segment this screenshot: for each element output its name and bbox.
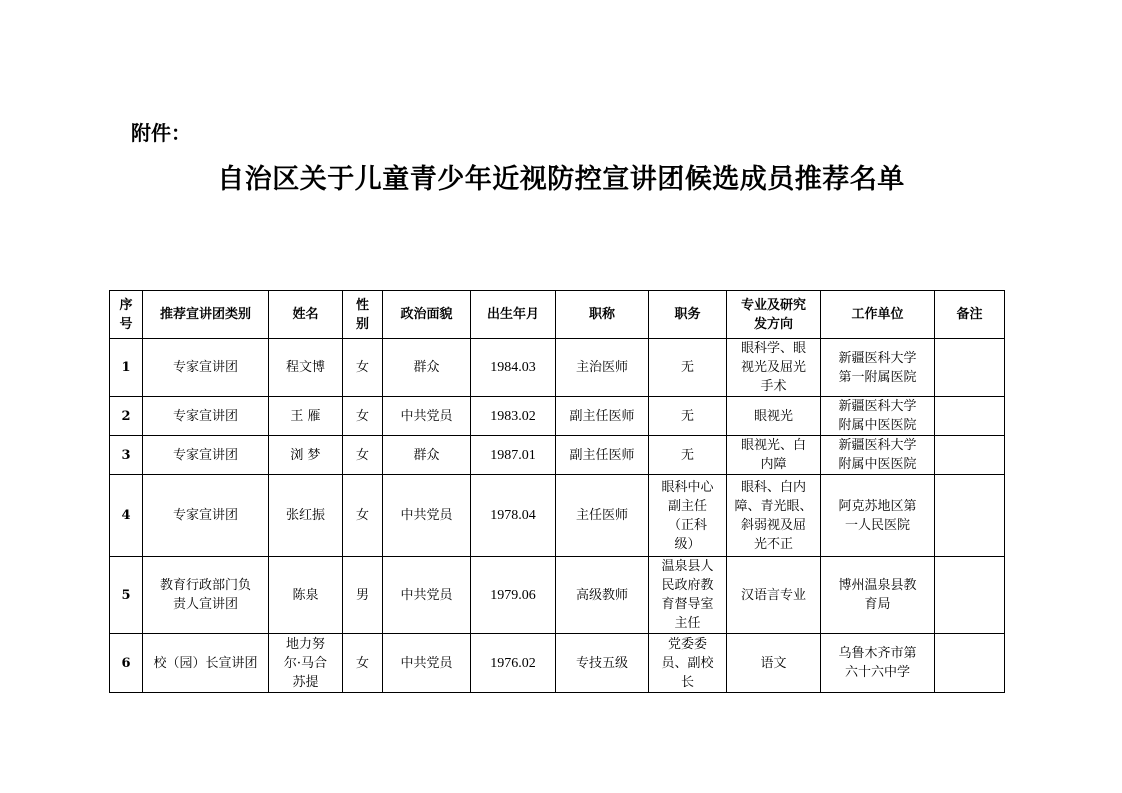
cell-text: 眼科、白内 [740,479,806,495]
cell-text: 苏提 [292,674,319,690]
cell-text: 眼科中心 [661,479,714,495]
cell-workplace [821,339,935,397]
header-text: 别 [355,316,369,332]
cell-text: 无 [680,408,694,424]
header-text: 号 [119,316,133,332]
header-text: 工作单位 [851,307,904,322]
cell-specialty [727,436,821,475]
header-text: 推荐宣讲团类别 [159,307,251,322]
cell-position [649,557,727,634]
header-text: 发方向 [753,316,793,332]
cell-text: 育督导室 [661,597,714,612]
header-name [269,291,343,339]
header-political [383,291,471,339]
cell-remarks [935,436,1005,475]
cell-position [649,397,727,436]
cell-text: 员、副校 [661,655,714,671]
cell-text: 新疆医科大学 [838,438,917,453]
cell-text: 尔·马合 [283,655,328,671]
cell-text: 乌鲁木齐市第 [838,646,917,661]
cell-no: 6 [110,634,143,693]
cell-no: 4 [110,475,143,557]
cell-political: 中共党员 [383,397,471,436]
cell-text: 眼视光、白 [740,438,806,453]
cell-text: 温泉县人 [661,559,714,574]
cell-category [143,339,269,397]
header-text: 姓名 [292,307,319,322]
header-text: 出生年月 [486,307,539,322]
header-gender [343,291,383,339]
cell-text: 专家宣讲团 [172,508,238,523]
cell-title: 主任医师 [556,475,649,557]
cell-text: 汉语言专业 [740,587,806,603]
cell-category [143,475,269,557]
cell-title: 主治医师 [556,339,649,397]
header-text: 职称 [588,307,615,322]
cell-title: 副主任医师 [556,436,649,475]
cell-name [269,557,343,634]
cell-workplace [821,436,935,475]
cell-text: 张红振 [285,508,325,523]
cell-birth: 1979.06 [471,557,556,634]
cell-specialty [727,397,821,436]
table-row [110,339,1005,397]
cell-text: 内障 [760,457,787,472]
cell-text: 新疆医科大学 [838,350,917,366]
cell-text: 视光及屈光 [740,360,806,375]
cell-workplace [821,397,935,436]
cell-position [649,475,727,557]
cell-text: 责人宣讲团 [172,597,238,612]
cell-birth: 1987.01 [471,436,556,475]
cell-name [269,436,343,475]
cell-workplace [821,634,935,693]
table-row [110,634,1005,693]
cell-text: 党委委 [667,636,707,652]
cell-remarks [935,557,1005,634]
cell-text: 专家宣讲团 [172,447,238,463]
cell-specialty [727,634,821,693]
header-title [556,291,649,339]
cell-text: 一人民医院 [844,517,910,533]
cell-text: 新疆医科大学 [838,399,917,414]
cell-text: 教育行政部门负 [159,578,251,593]
cell-text: 障、青光眼、 [734,498,813,514]
cell-remarks [935,475,1005,557]
cell-remarks [935,634,1005,693]
header-category [143,291,269,339]
header-text: 序 [119,297,133,313]
cell-position [649,339,727,397]
cell-title: 副主任医师 [556,397,649,436]
cell-name [269,634,343,693]
cell-no: 5 [110,557,143,634]
header-no [110,291,143,339]
header-birth [471,291,556,339]
header-text: 性 [355,297,369,313]
cell-text: 王 雁 [290,408,321,424]
cell-text: 程文博 [285,360,325,375]
cell-text: 无 [680,360,694,375]
cell-political: 中共党员 [383,475,471,557]
table-row [110,397,1005,436]
header-remarks [935,291,1005,339]
table-row [110,475,1005,557]
cell-remarks [935,339,1005,397]
cell-political: 群众 [383,339,471,397]
cell-birth: 1978.04 [471,475,556,557]
cell-category [143,436,269,475]
cell-text: 语文 [760,655,787,671]
cell-gender: 女 [343,339,383,397]
cell-text: （正科 [667,517,707,533]
cell-text: 主任 [674,616,701,631]
cell-text: 阿克苏地区第 [838,498,917,514]
cell-no: 3 [110,436,143,475]
cell-position [649,634,727,693]
cell-text: 第一附属医院 [838,369,917,385]
table-body [110,339,1005,693]
cell-title: 专技五级 [556,634,649,693]
cell-workplace [821,557,935,634]
candidate-table [109,290,1005,693]
cell-text: 级） [674,536,701,552]
cell-category [143,557,269,634]
cell-text: 六十六中学 [844,665,910,680]
cell-birth: 1983.02 [471,397,556,436]
cell-gender: 女 [343,397,383,436]
cell-text: 光不正 [753,536,793,552]
cell-text: 陈泉 [292,587,319,603]
cell-text: 副主任 [667,498,707,514]
cell-political: 中共党员 [383,557,471,634]
cell-name [269,475,343,557]
cell-name [269,339,343,397]
cell-gender: 男 [343,557,383,634]
cell-text: 民政府教 [661,578,714,593]
table-row [110,557,1005,634]
cell-text: 附属中医医院 [838,418,917,433]
document-title: 自治区关于儿童青少年近视防控宣讲团候选成员推荐名单 [217,164,905,195]
cell-text: 博州温泉县教 [838,578,917,593]
cell-specialty [727,339,821,397]
cell-text: 浏 梦 [290,447,321,463]
header-specialty [727,291,821,339]
cell-title: 高级教师 [556,557,649,634]
cell-text: 手术 [760,379,787,394]
cell-gender: 女 [343,634,383,693]
cell-name [269,397,343,436]
table-header-row [110,291,1005,339]
header-workplace [821,291,935,339]
cell-no: 1 [110,339,143,397]
cell-no: 2 [110,397,143,436]
cell-text: 长 [680,674,694,690]
cell-text: 地力努 [285,636,325,652]
cell-text: 斜弱视及屈 [740,517,806,533]
cell-political: 中共党员 [383,634,471,693]
attachment-label: 附件： [131,121,191,145]
cell-text: 校（园）长宣讲团 [153,655,258,671]
cell-text: 育局 [864,597,891,612]
cell-text: 无 [680,447,694,463]
header-text: 备注 [956,307,983,322]
cell-workplace [821,475,935,557]
cell-remarks [935,397,1005,436]
cell-text: 附属中医医院 [838,457,917,472]
cell-text: 眼视光 [753,408,793,424]
header-position [649,291,727,339]
cell-birth: 1976.02 [471,634,556,693]
header-text: 专业及研究 [740,297,806,313]
cell-category [143,634,269,693]
cell-text: 眼科学、眼 [740,341,806,356]
cell-gender: 女 [343,436,383,475]
header-text: 职务 [674,307,701,322]
cell-gender: 女 [343,475,383,557]
cell-specialty [727,557,821,634]
cell-position [649,436,727,475]
cell-political: 群众 [383,436,471,475]
cell-specialty [727,475,821,557]
header-text: 政治面貌 [400,307,453,322]
cell-category [143,397,269,436]
cell-text: 专家宣讲团 [172,360,238,375]
table-row [110,436,1005,475]
cell-text: 专家宣讲团 [172,408,238,424]
cell-birth: 1984.03 [471,339,556,397]
